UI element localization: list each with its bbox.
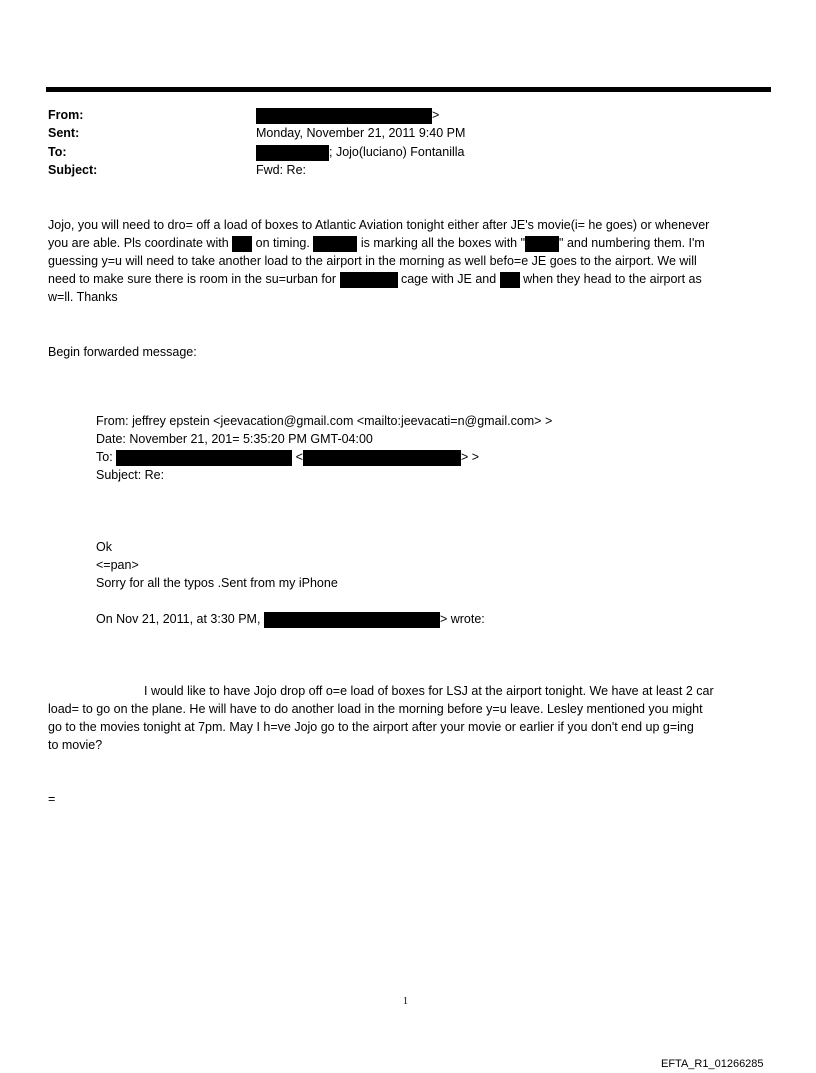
body-line: guessing y=u will need to take another load to the airport in the morning as well befo=e JE goes to the airport. We will — [48, 254, 697, 268]
quoted-line: load= to go on the plane. He will have to do another load in the morning before y=u leave. Lesley mentioned you might — [48, 702, 703, 716]
body-text: on timing. — [255, 236, 310, 250]
body-text: when they head to the airport as — [523, 272, 702, 286]
to-value — [256, 143, 465, 161]
fwd-date: Date: November 21, 201= 5:35:20 PM GMT-04:00 — [96, 432, 373, 446]
quoted-line: to movie? — [48, 738, 103, 752]
subject-label: Subject: — [48, 163, 98, 177]
fwd-to — [96, 448, 479, 466]
sent-label: Sent: — [48, 126, 80, 140]
reply-signature: Sorry for all the typos .Sent from my iPhone — [96, 576, 338, 590]
fwd-to-lt: < — [295, 450, 303, 464]
from-label: From: — [48, 108, 84, 122]
redaction-box — [313, 236, 357, 252]
attribution-suffix: > wrote: — [439, 612, 485, 626]
body-line: w=ll. Thanks — [48, 290, 118, 304]
fwd-from: From: jeffrey epstein <jeevacation@gmail.com <mailto:jeevacati=n@gmail.com> > — [96, 414, 553, 428]
top-rule — [46, 87, 771, 92]
body-line: Jojo, you will need to dro= off a load of boxes to Atlantic Aviation tonight either after JE's movie(i= he goes) or whenever — [48, 218, 710, 232]
reply-ok: Ok — [96, 540, 112, 554]
body-text: " and numbering them. I'm — [559, 236, 705, 250]
redaction-box — [264, 612, 440, 628]
fwd-to-label: To: — [96, 450, 113, 464]
body-text: is marking all the boxes with " — [360, 236, 526, 250]
reply-pan: <=pan> — [96, 558, 139, 572]
from-value — [256, 106, 439, 124]
redaction-box — [340, 272, 398, 288]
bates-number: EFTA_R1_01266285 — [661, 1058, 764, 1070]
fwd-to-end: > > — [460, 450, 480, 464]
redaction-box — [256, 108, 432, 124]
sent-value: Monday, November 21, 2011 9:40 PM — [256, 126, 466, 140]
body-line — [48, 270, 702, 288]
body-text: cage with JE and — [400, 272, 497, 286]
redaction-box — [500, 272, 520, 288]
to-label: To: — [48, 145, 67, 159]
redaction-box — [116, 450, 292, 466]
quoted-line: I would like to have Jojo drop off o=e load of boxes for LSJ at the airport tonight. We have at least 2 car — [144, 684, 714, 698]
quote-attribution — [96, 610, 485, 628]
redaction-box — [303, 450, 461, 466]
body-text: need to make sure there is room in the su=urban for — [48, 272, 337, 286]
forward-intro: Begin forwarded message: — [48, 345, 197, 359]
body-line — [48, 234, 705, 252]
quoted-line: go to the movies tonight at 7pm. May I h=ve Jojo go to the airport after your movie or earlier if you don't end up g=ing — [48, 720, 694, 734]
quoted-eq: = — [48, 792, 56, 806]
to-text: ; Jojo(luciano) Fontanilla — [329, 145, 465, 159]
attribution-prefix: On Nov 21, 2011, at 3:30 PM, — [96, 612, 261, 626]
subject-value: Fwd: Re: — [256, 163, 307, 177]
page-number: 1 — [403, 996, 408, 1007]
from-suffix: > — [432, 108, 440, 122]
fwd-subject: Subject: Re: — [96, 468, 165, 482]
redaction-box — [232, 236, 252, 252]
redaction-box — [525, 236, 559, 252]
redaction-box — [256, 145, 329, 161]
body-text: you are able. Pls coordinate with — [48, 236, 229, 250]
